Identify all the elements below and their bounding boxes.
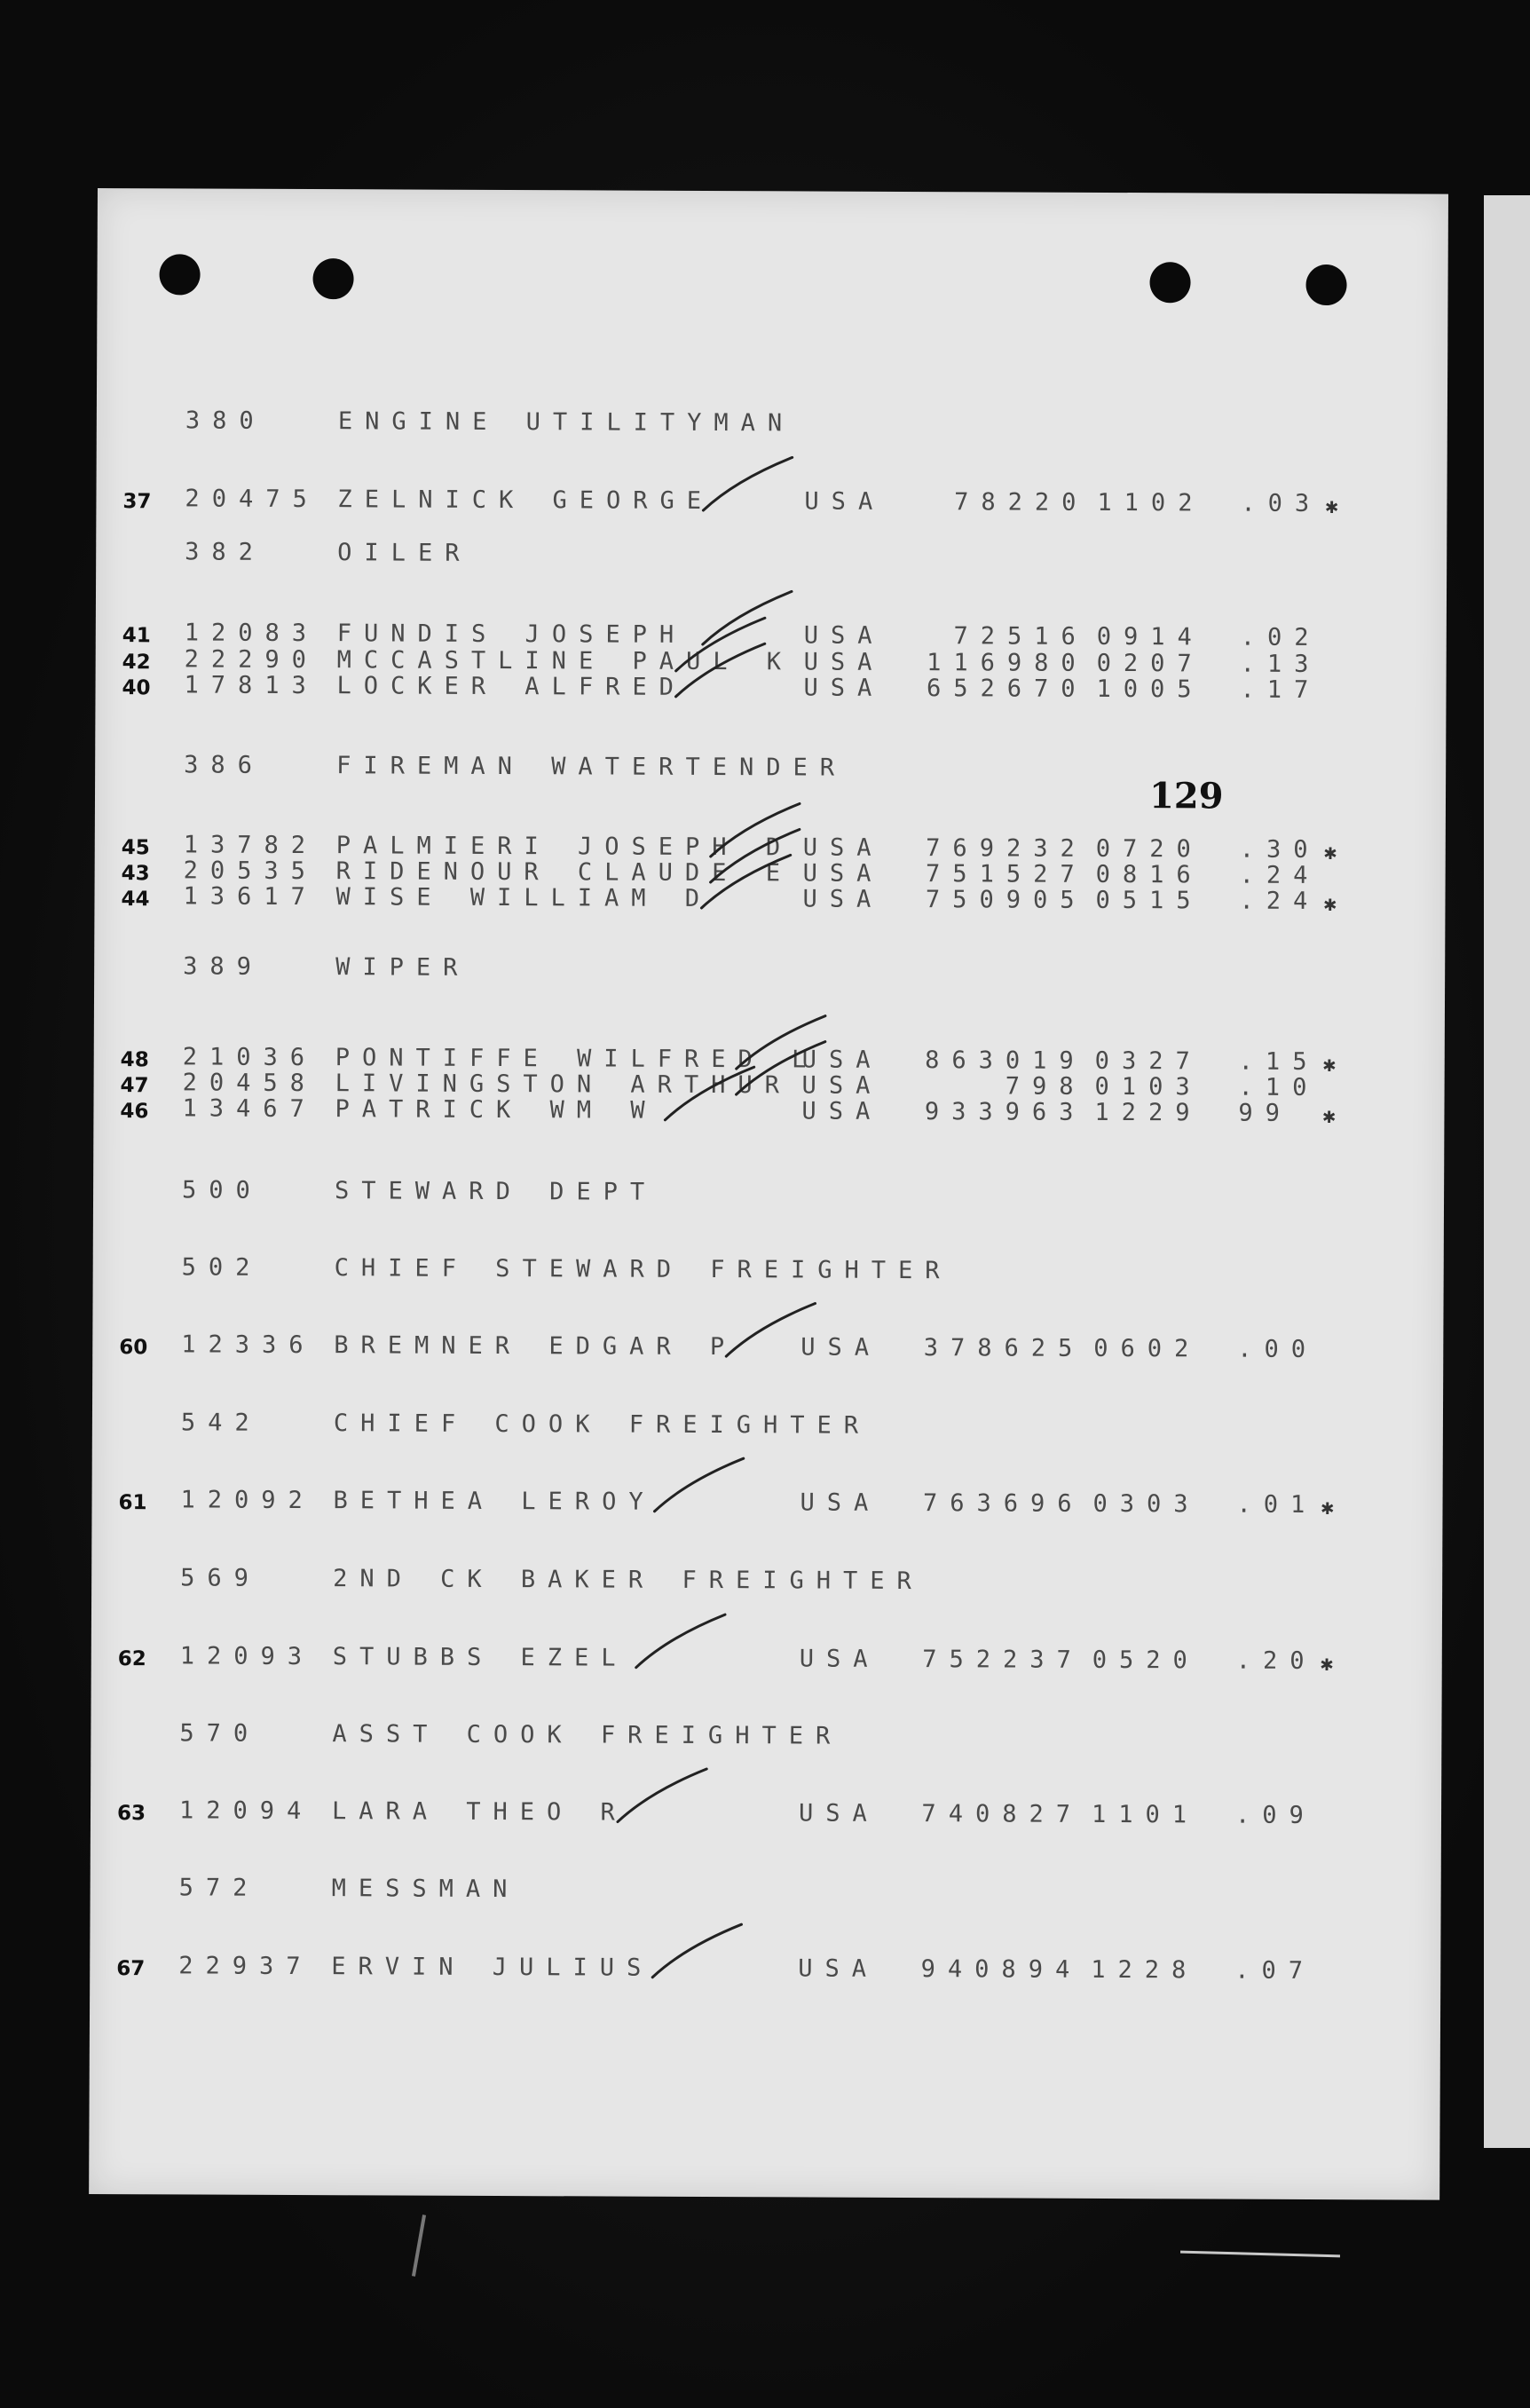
employee-id: 12336 (181, 1330, 316, 1360)
check-mark-icon (649, 1921, 746, 1983)
check-mark-icon (699, 454, 797, 516)
nationality: USA (804, 487, 886, 516)
date-code: 0327 (1094, 1046, 1203, 1076)
row-number: 45 (121, 836, 150, 860)
rate-value: .07 (1234, 1956, 1316, 1986)
rate-value: .15 (1238, 1047, 1320, 1077)
check-mark-icon (698, 851, 795, 913)
nationality: USA (799, 1645, 880, 1673)
nationality: USA (801, 1097, 883, 1125)
date-code: 1102 (1097, 488, 1205, 517)
record-number: 78220 (954, 488, 1089, 517)
section-title: STEWARD DEPT (335, 1177, 658, 1206)
asterisk-icon: ✱ (1323, 840, 1337, 865)
nationality: USA (800, 1488, 881, 1517)
asterisk-icon: ✱ (1322, 1052, 1337, 1078)
section-code: 502 (181, 1253, 263, 1282)
section-title: ASST COOK FREIGHTER (332, 1720, 843, 1750)
record-number: 740827 (921, 1800, 1084, 1828)
asterisk-icon: ✱ (1321, 1495, 1335, 1520)
employee-id: 22290 (184, 645, 319, 675)
row-number: 46 (120, 1100, 149, 1124)
section-code: 570 (179, 1719, 261, 1748)
employee-name: LIVINGSTON ARTHUR (335, 1070, 793, 1100)
page-stamp-number: 129 (1148, 775, 1224, 817)
check-mark-icon (633, 1611, 730, 1673)
employee-name: STUBBS EZEL (332, 1643, 628, 1672)
record-number: 940894 (920, 1955, 1083, 1984)
date-code: 0602 (1093, 1334, 1202, 1363)
record-number: 933963 (924, 1098, 1086, 1126)
section-title: FIREMAN WATERTENDER (336, 752, 848, 782)
section-code: 569 (180, 1564, 262, 1592)
employee-name: LARA THEO R (331, 1797, 627, 1827)
rate-value: .13 (1240, 650, 1321, 679)
rate-value: .00 (1237, 1335, 1319, 1364)
employee-id: 13782 (183, 831, 319, 860)
employee-name: ZELNICK GEORGE (337, 486, 714, 516)
asterisk-icon: ✱ (1325, 493, 1338, 519)
section-code: 542 (180, 1409, 262, 1437)
record-number: 751527 (926, 860, 1087, 888)
employee-id: 21036 (182, 1043, 318, 1072)
employee-name: PALMIERI JOSEPH D (335, 832, 793, 862)
employee-name: BREMNER EDGAR P (334, 1331, 737, 1362)
date-code: 0303 (1092, 1489, 1201, 1519)
date-code: 0816 (1095, 860, 1203, 889)
record-number: 116980 (927, 649, 1088, 677)
record-number: 750905 (925, 886, 1087, 914)
employee-id: 12094 (178, 1796, 314, 1826)
row-number: 63 (116, 1802, 146, 1826)
record-number: 378625 (923, 1334, 1085, 1362)
employee-id: 17813 (184, 671, 319, 700)
check-mark-icon (722, 1299, 820, 1362)
asterisk-icon: ✱ (1323, 891, 1337, 917)
punch-hole (1149, 262, 1190, 303)
section-title: 2ND CK BAKER FREIGHTER (333, 1565, 924, 1596)
employee-name: LOCKER ALFRED (336, 672, 686, 701)
section-title: ENGINE UTILITYMAN (337, 407, 795, 438)
rate-value: .10 (1238, 1073, 1320, 1102)
nationality: USA (800, 1333, 882, 1362)
rate-value: .20 (1235, 1646, 1317, 1676)
nationality: USA (802, 885, 884, 913)
date-code: 0103 (1094, 1072, 1203, 1101)
date-code: 0207 (1096, 649, 1204, 678)
nationality: USA (802, 833, 884, 862)
section-code: 572 (178, 1874, 260, 1902)
record-number: 752237 (922, 1646, 1084, 1674)
employee-name: MCCASTLINE PAUL K (336, 646, 794, 676)
nationality: USA (803, 621, 885, 650)
row-number: 40 (122, 676, 151, 700)
row-number: 67 (116, 1957, 146, 1981)
row-number: 43 (121, 862, 150, 886)
nationality: USA (803, 648, 885, 676)
record-number: 72516 (953, 622, 1088, 651)
section-title: WIPER (335, 953, 470, 982)
rate-value: .17 (1240, 675, 1321, 705)
row-number: 44 (121, 888, 150, 912)
record-number: 769232 (926, 834, 1087, 863)
employee-id: 20458 (182, 1069, 317, 1098)
section-code: 389 (183, 952, 264, 981)
section-title: OILER (337, 539, 472, 567)
document-page (89, 188, 1448, 2200)
row-number: 48 (120, 1048, 149, 1072)
punch-hole (159, 254, 200, 295)
employee-id: 20535 (183, 857, 318, 886)
nationality: USA (802, 859, 884, 888)
rate-value: .30 (1239, 835, 1321, 865)
date-code: 0914 (1096, 622, 1204, 651)
record-number: 763696 (922, 1489, 1084, 1518)
row-number: 37 (122, 490, 152, 514)
employee-name: BETHEA LEROY (333, 1487, 656, 1516)
date-code: 1229 (1094, 1098, 1203, 1127)
nationality: USA (798, 1954, 879, 1983)
punch-hole (1305, 264, 1346, 305)
row-number: 60 (119, 1336, 148, 1360)
row-number: 61 (118, 1491, 147, 1515)
nationality: USA (803, 674, 885, 702)
rate-value: .24 (1239, 861, 1321, 890)
record-number: 652670 (926, 675, 1088, 703)
date-code: 0515 (1095, 886, 1203, 915)
employee-name: WISE WILLIAM D (335, 883, 713, 913)
nationality: USA (801, 1071, 883, 1100)
section-title: CHIEF COOK FREIGHTER (333, 1409, 871, 1440)
employee-id: 12093 (179, 1642, 315, 1671)
rate-value: .09 (1234, 1801, 1316, 1830)
employee-id: 20475 (185, 485, 319, 514)
employee-name: RIDENOUR CLAUDE E (335, 857, 793, 888)
employee-name: PATRICK WM W (335, 1095, 658, 1125)
date-code: 0720 (1095, 834, 1203, 864)
employee-name: FUNDIS JOSEPH (336, 620, 687, 649)
employee-id: 13467 (182, 1094, 317, 1124)
row-number: 47 (120, 1074, 149, 1098)
record-number: 863019 (925, 1046, 1086, 1075)
record-number: 798 (1005, 1072, 1086, 1101)
date-code: 0520 (1092, 1646, 1200, 1675)
section-code: 380 (185, 407, 266, 435)
section-code: 500 (182, 1176, 263, 1204)
asterisk-icon: ✱ (1322, 1103, 1336, 1129)
check-mark-icon (651, 1455, 748, 1517)
employee-name: PONTIFFE WILFRED L (335, 1044, 819, 1074)
employee-id: 12083 (184, 619, 319, 648)
section-title: CHIEF STEWARD FREIGHTER (334, 1254, 952, 1285)
date-code: 1005 (1096, 675, 1204, 704)
check-mark-icon (614, 1765, 712, 1828)
adjacent-sheet-edge (1484, 195, 1530, 2148)
rate-value: .02 (1240, 623, 1321, 652)
check-mark-icon (672, 640, 769, 702)
rate-value: .24 (1239, 887, 1321, 916)
nationality: USA (798, 1799, 879, 1828)
employee-id: 12092 (180, 1486, 315, 1515)
nationality: USA (801, 1046, 883, 1074)
employee-id: 13617 (183, 882, 318, 912)
punch-hole (312, 258, 353, 299)
date-code: 1228 (1091, 1955, 1199, 1985)
row-number: 62 (117, 1647, 146, 1671)
date-code: 1101 (1091, 1800, 1200, 1829)
rate-value: 99 (1238, 1099, 1293, 1127)
section-code: 382 (185, 538, 266, 566)
section-code: 386 (184, 751, 265, 779)
check-mark-icon (661, 1063, 759, 1125)
rate-value: .01 (1236, 1490, 1318, 1520)
employee-name: ERVIN JULIUS (331, 1953, 654, 1982)
row-number: 41 (122, 624, 151, 648)
section-title: MESSMAN (331, 1875, 520, 1904)
row-number: 42 (122, 651, 151, 675)
employee-id: 22937 (178, 1952, 313, 1981)
asterisk-icon: ✱ (1320, 1651, 1334, 1677)
rate-value: .03 (1241, 489, 1322, 518)
